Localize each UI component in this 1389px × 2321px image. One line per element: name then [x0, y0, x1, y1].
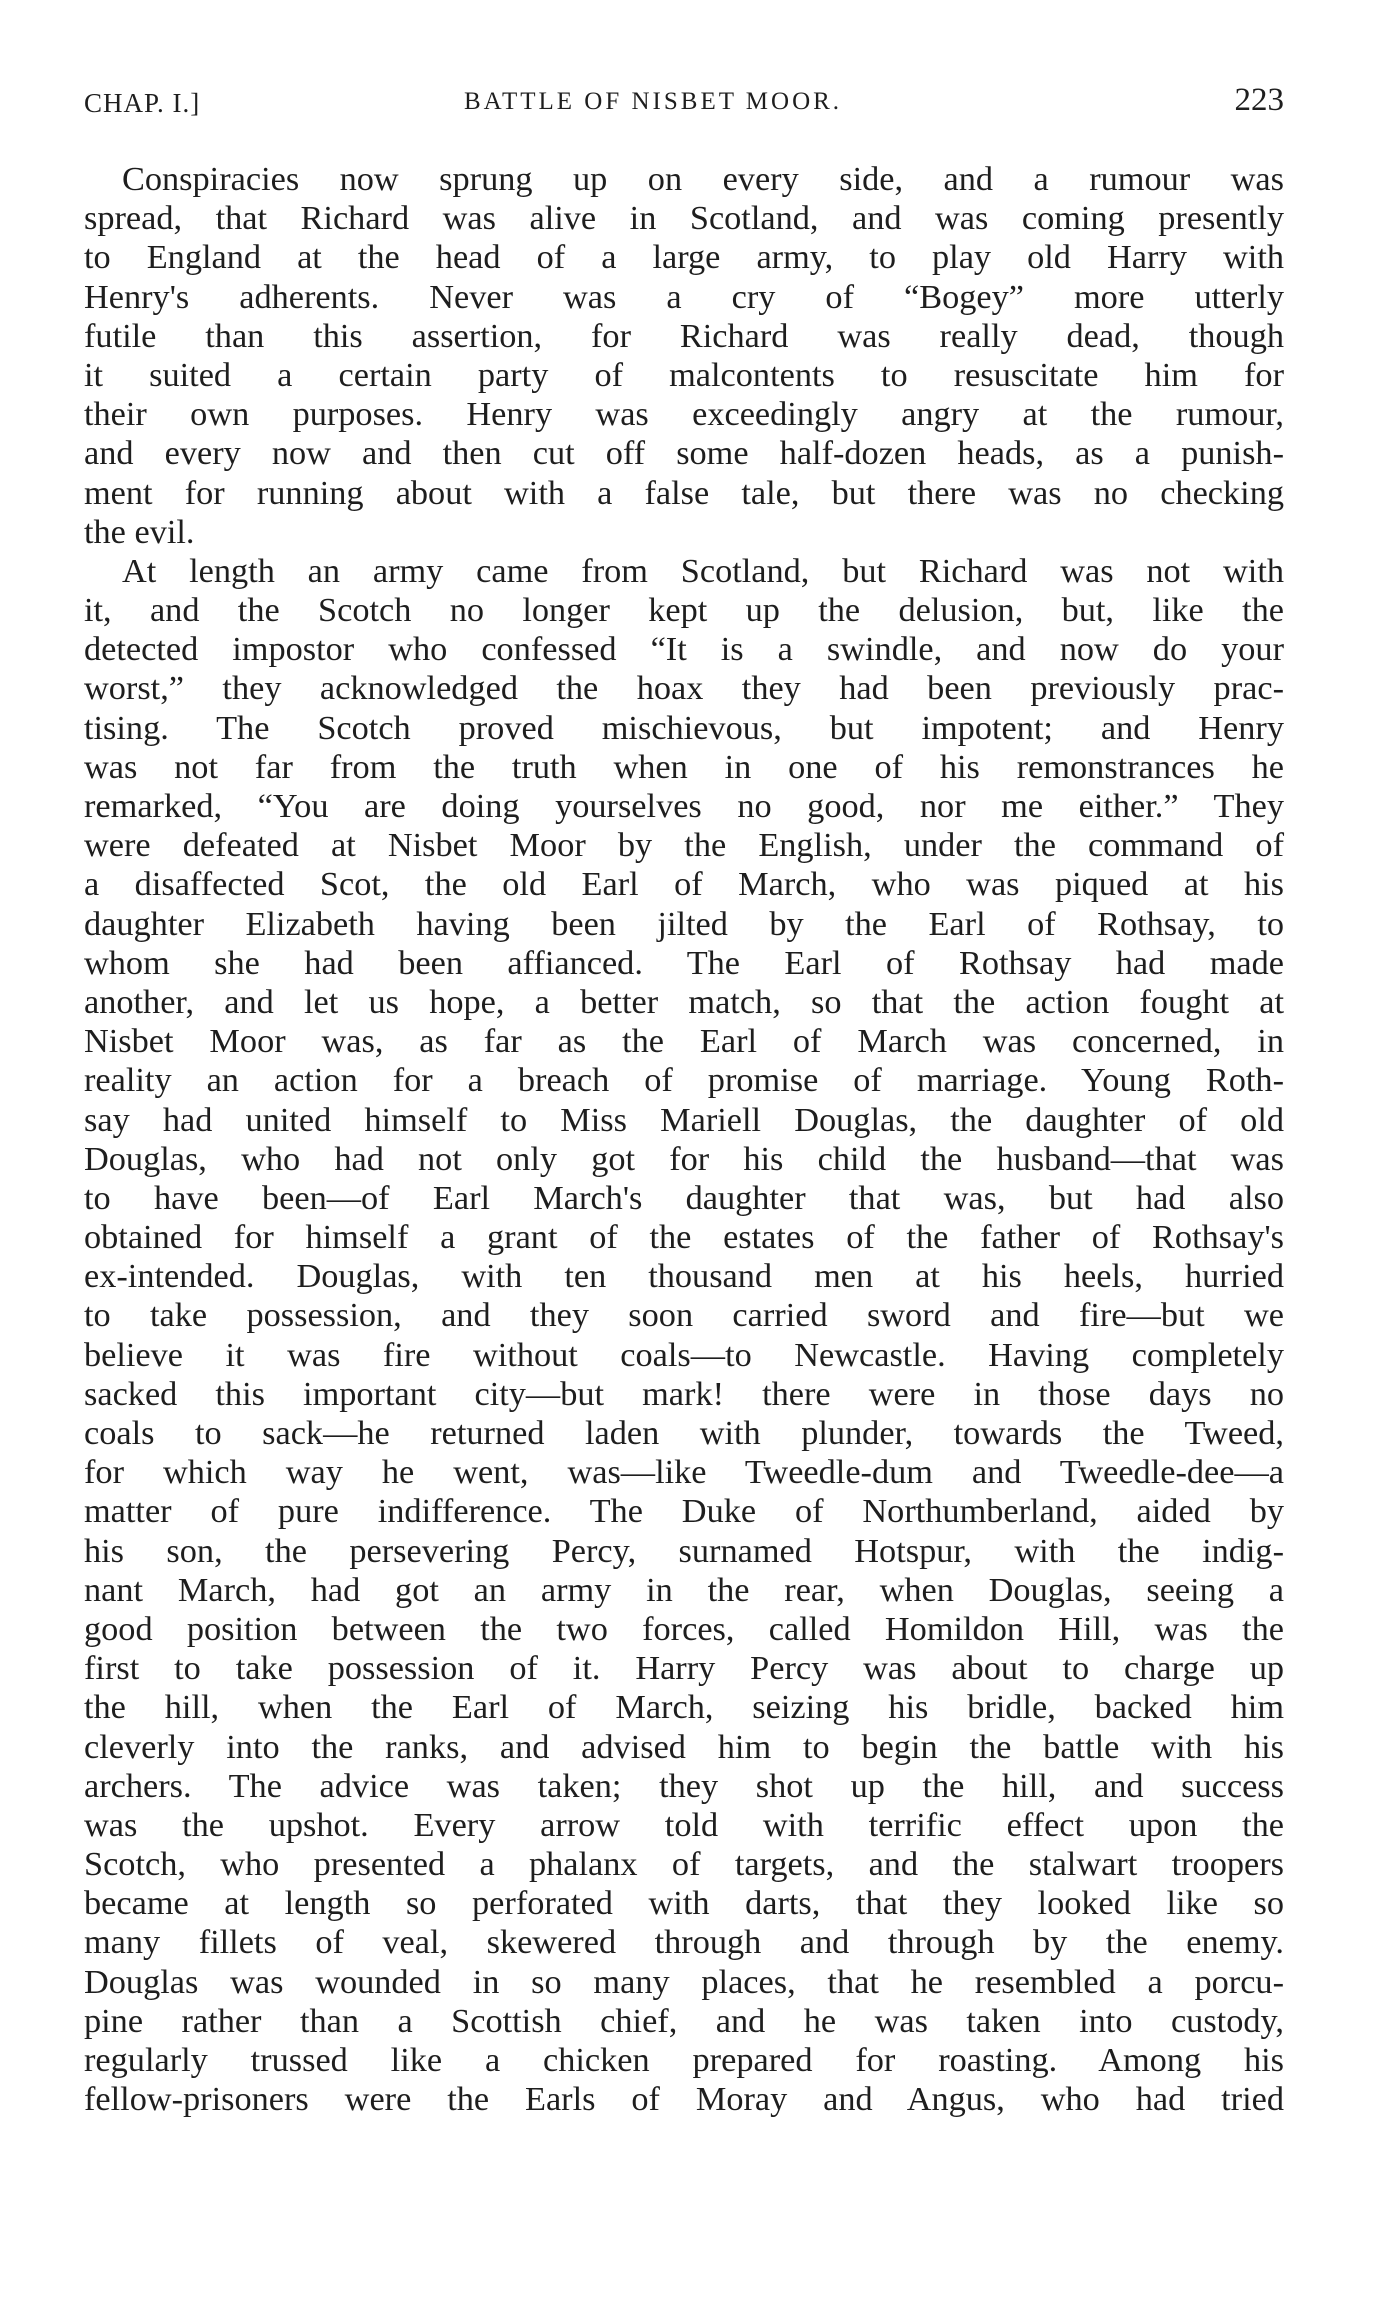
text-line: detected impostor who confessed “It is a swindle, and now do your [84, 630, 1284, 669]
text-line: whom she had been affianced. The Earl of Rothsay had made [84, 943, 1284, 982]
text-line: was not far from the truth when in one of his remonstrances he [84, 747, 1284, 786]
text-line: his son, the persevering Percy, surnamed Hotspur, with the indig- [84, 1531, 1284, 1570]
text-line: another, and let us hope, a better match, so that the action fought at [84, 982, 1284, 1021]
text-line: the evil. [84, 512, 195, 551]
body-text [84, 160, 1284, 2119]
text-line: believe it was fire without coals—to Newcastle. Having completely [84, 1335, 1284, 1374]
text-line: obtained for himself a grant of the estates of the father of Rothsay's [84, 1218, 1284, 1257]
text-line: daughter Elizabeth having been jilted by the Earl of Rothsay, to [84, 904, 1284, 943]
text-line: ex-intended. Douglas, with ten thousand men at his heels, hurried [84, 1257, 1284, 1296]
text-line: matter of pure indifference. The Duke of Northumberland, aided by [84, 1492, 1284, 1531]
text-line: became at length so perforated with darts, that they looked like so [84, 1884, 1284, 1923]
text-line: nant March, had got an army in the rear, when Douglas, seeing a [84, 1570, 1284, 1609]
text-line: coals to sack—he returned laden with plunder, towards the Tweed, [84, 1414, 1284, 1452]
text-line: and every now and then cut off some half-dozen heads, as a punish- [84, 434, 1284, 473]
text-line: Henry's adherents. Never was a cry of “Bogey” more utterly [84, 277, 1284, 316]
text-line: archers. The advice was taken; they shot up the hill, and success [84, 1766, 1284, 1805]
text-line: Nisbet Moor was, as far as the Earl of March was concerned, in [84, 1022, 1284, 1061]
text-line: At length an army came from Scotland, but Richard was not with [122, 551, 1284, 590]
text-line: Douglas, who had not only got for his child the husband—that was [84, 1139, 1284, 1178]
text-line: fellow-prisoners were the Earls of Moray and Angus, who had tried [84, 2080, 1284, 2119]
text-line: worst,” they acknowledged the hoax they had been previously prac- [84, 669, 1284, 708]
text-line: many fillets of veal, skewered through and through by the enemy. [84, 1923, 1284, 1962]
text-line: cleverly into the ranks, and advised him to begin the battle with his [84, 1727, 1284, 1766]
text-line: good position between the two forces, called Homildon Hill, was the [84, 1609, 1284, 1648]
text-line: spread, that Richard was alive in Scotland, and was coming presently [84, 199, 1284, 238]
text-line: pine rather than a Scottish chief, and he was taken into custody, [84, 2001, 1284, 2040]
text-line: the hill, when the Earl of March, seizing his bridle, backed him [84, 1688, 1284, 1727]
text-line: it, and the Scotch no longer kept up the delusion, but, like the [84, 591, 1284, 630]
text-line: to have been—of Earl March's daughter that was, but had also [84, 1178, 1284, 1217]
text-line: to England at the head of a large army, to play old Harry with [84, 238, 1284, 277]
running-title: BATTLE OF NISBET MOOR. [464, 88, 843, 115]
running-head [84, 82, 1284, 128]
text-line: Scotch, who presented a phalanx of targets, and the stalwart troopers [84, 1845, 1284, 1884]
paragraph [84, 552, 1284, 2120]
text-line: ment for running about with a false tale, but there was no checking [84, 473, 1284, 512]
text-line: it suited a certain party of malcontents to resuscitate him for [84, 355, 1284, 394]
text-line: to take possession, and they soon carried sword and fire—but we [84, 1296, 1284, 1335]
text-line: reality an action for a breach of promise of marriage. Young Roth- [84, 1061, 1284, 1100]
text-line: tising. The Scotch proved mischievous, but impotent; and Henry [84, 708, 1284, 747]
text-line: for which way he went, was—like Tweedle-dum and Tweedle-dee—a [84, 1453, 1284, 1492]
text-line: their own purposes. Henry was exceedingly angry at the rumour, [84, 395, 1284, 434]
text-line: a disaffected Scot, the old Earl of March, who was piqued at his [84, 865, 1284, 904]
text-line: was the upshot. Every arrow told with terrific effect upon the [84, 1805, 1284, 1844]
text-line: Douglas was wounded in so many places, that he resembled a porcu- [84, 1962, 1284, 2001]
page-number: 223 [1234, 82, 1284, 118]
text-line: Conspiracies now sprung up on every side, and a rumour was [122, 160, 1284, 198]
text-line: were defeated at Nisbet Moor by the English, under the command of [84, 826, 1284, 865]
text-line: futile than this assertion, for Richard was really dead, though [84, 316, 1284, 355]
text-line: sacked this important city—but mark! there were in those days no [84, 1374, 1284, 1413]
text-line: say had united himself to Miss Mariell Douglas, the daughter of old [84, 1100, 1284, 1139]
paragraph [84, 160, 1284, 552]
text-line: remarked, “You are doing yourselves no good, nor me either.” They [84, 787, 1284, 825]
text-line: regularly trussed like a chicken prepared for roasting. Among his [84, 2041, 1284, 2079]
text-line: first to take possession of it. Harry Percy was about to charge up [84, 1649, 1284, 1688]
chapter-marker: CHAP. I.] [84, 88, 201, 118]
